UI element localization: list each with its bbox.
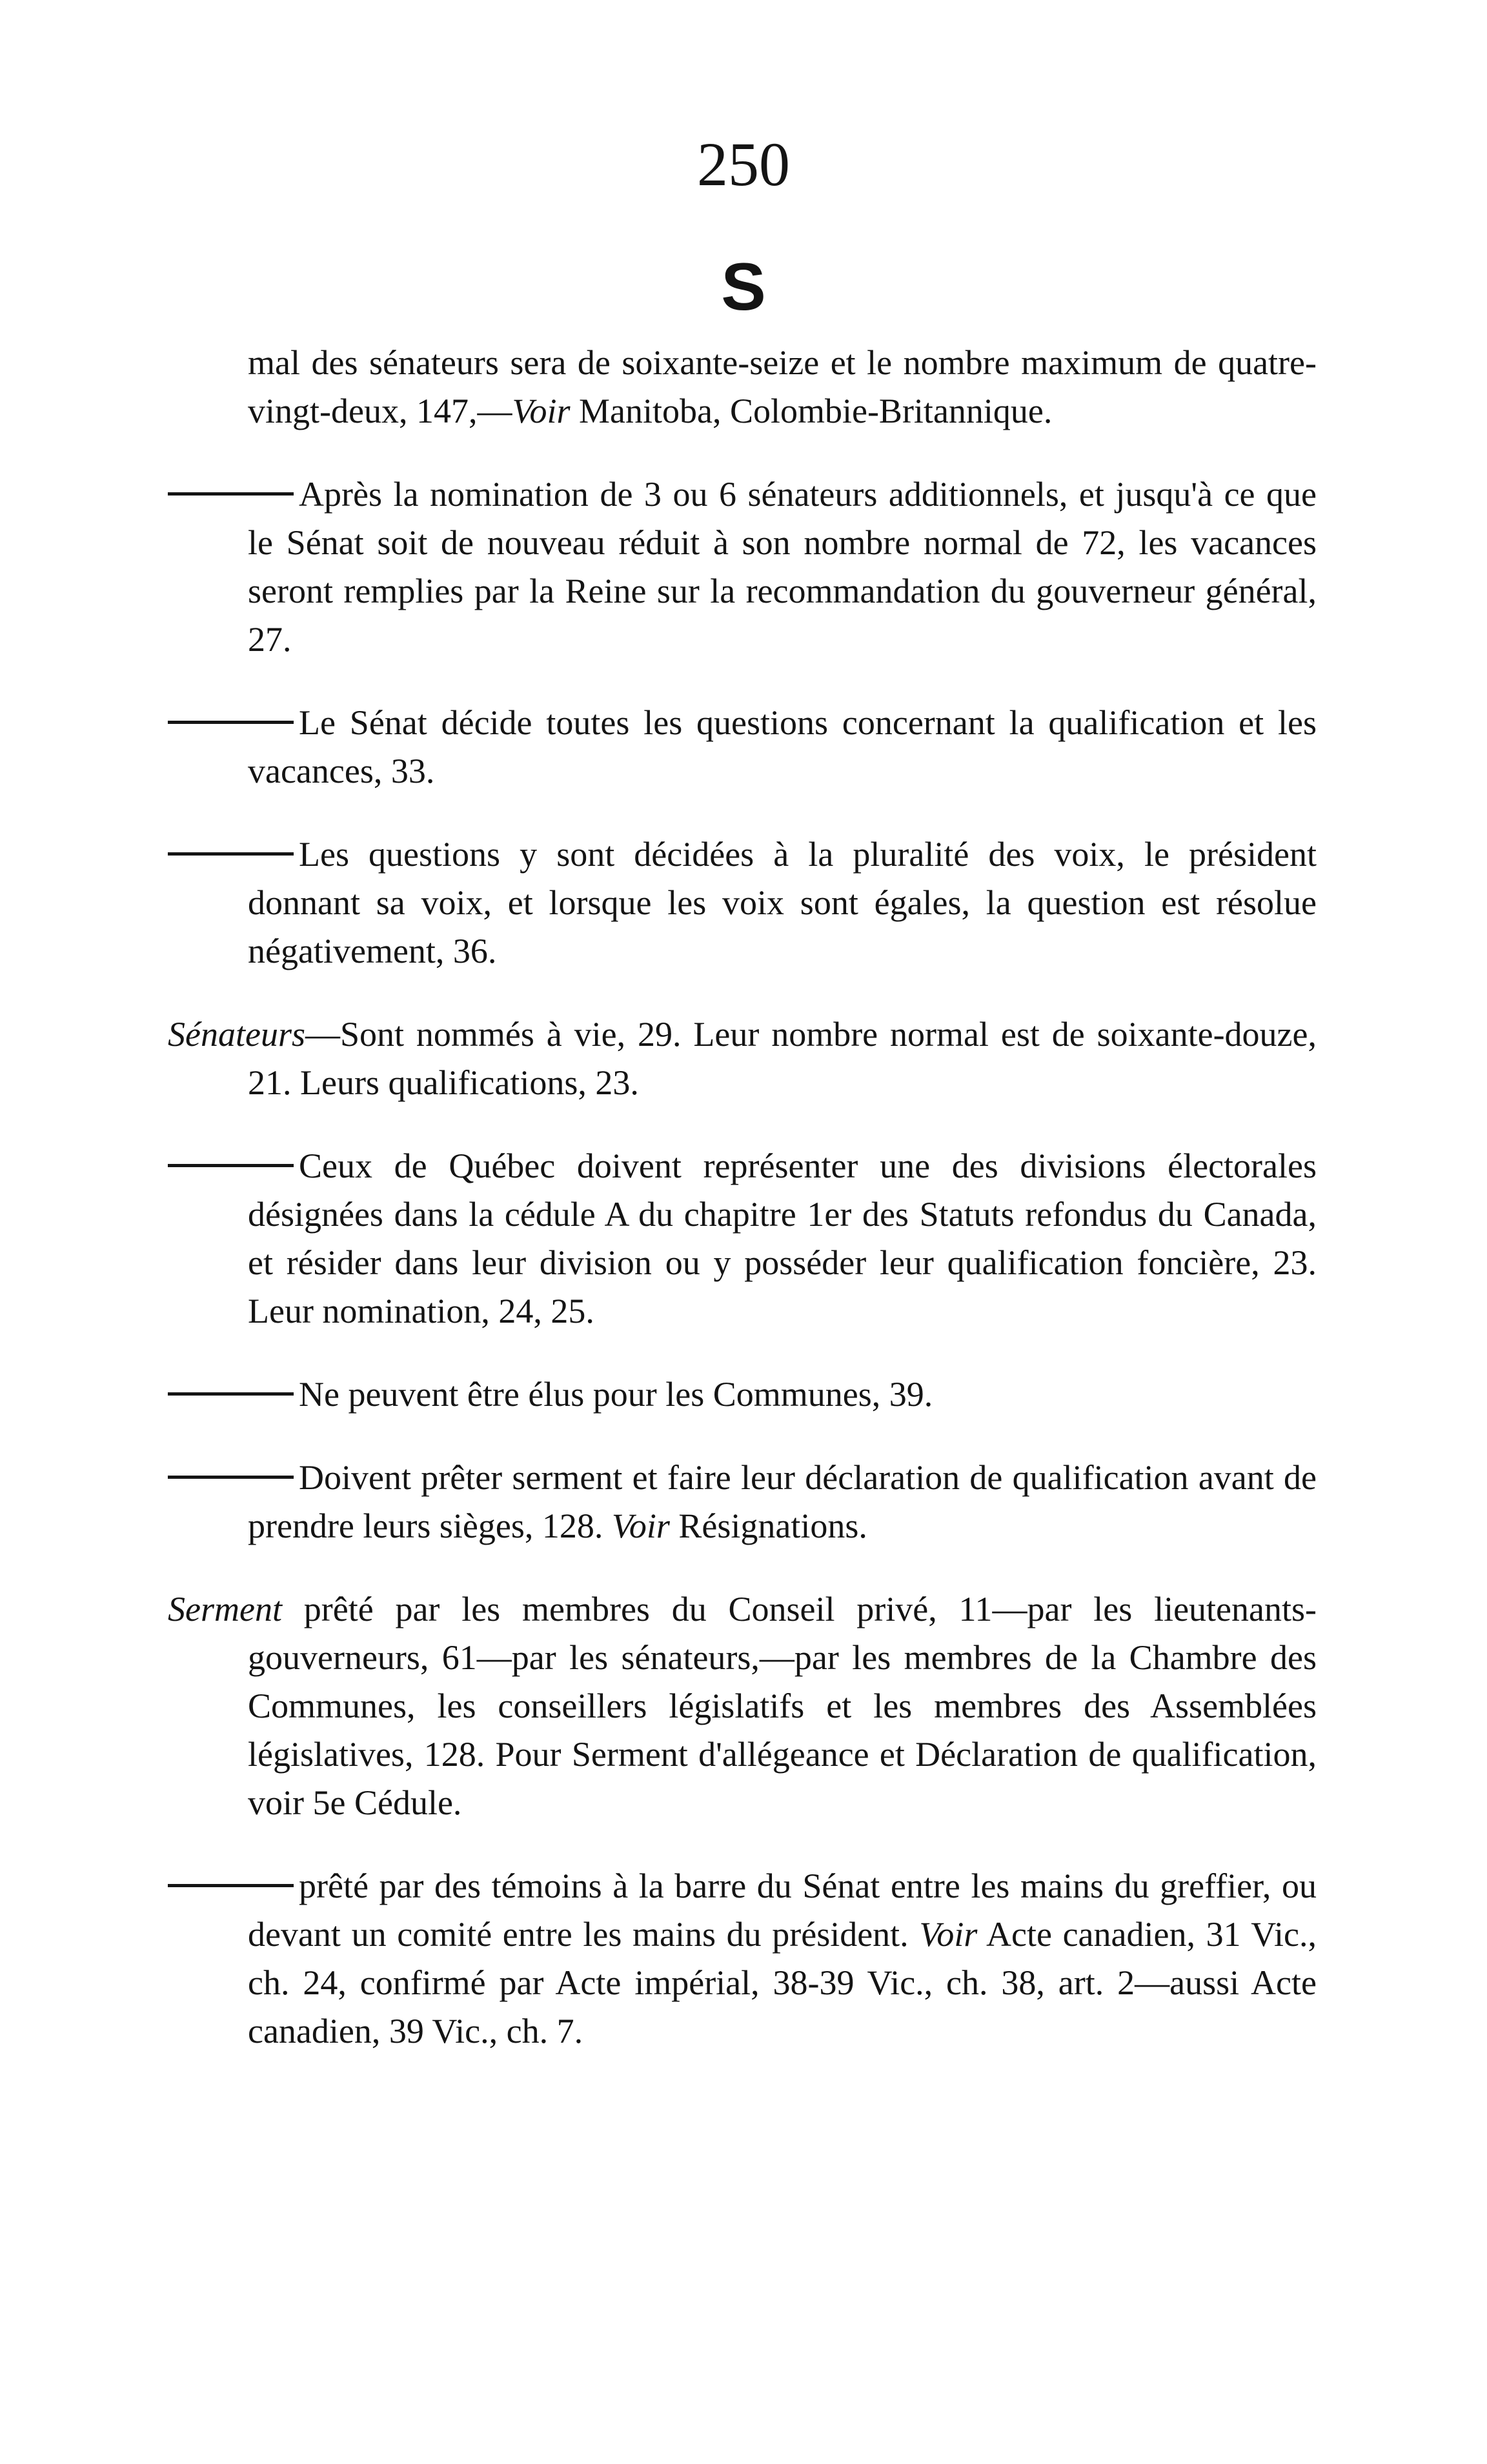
entry-heading: Sénateurs bbox=[168, 1015, 305, 1054]
section-letter: S bbox=[721, 250, 766, 325]
entry-heading: Serment bbox=[168, 1590, 282, 1628]
index-entry-senateurs bbox=[168, 1010, 1317, 1107]
index-entry-serment bbox=[168, 1585, 1317, 1827]
index-subentry bbox=[168, 830, 1317, 976]
entry-text: prêté par les membres du Conseil privé, 11—par les lieutenants-gouverneurs, 61—par les sénateurs,—par les membres de la Chambre des Communes, les conseillers législatifs et les membres des Assemblées législatives, 128. Pour Serment d'allégeance et Déclaration de qualification, voir 5e Cédule. bbox=[248, 1590, 1317, 1822]
entry-text-after: Manitoba, Colombie-Britannique. bbox=[570, 392, 1053, 430]
entry-text: Doivent prêter serment et faire leur déclaration de qualification avant de prendre leurs sièges, 128. bbox=[248, 1458, 1317, 1545]
ditto-dash bbox=[168, 492, 294, 496]
index-subentry bbox=[168, 1142, 1317, 1336]
index-subentry bbox=[168, 1370, 1317, 1419]
index-subentry bbox=[168, 1862, 1317, 2056]
entry-text: Le Sénat décide toutes les questions concernant la qualification et les vacances, 33. bbox=[248, 703, 1317, 790]
entry-text-after: Acte canadien, 31 Vic., ch. 24, confirmé par Acte impérial, 38-39 Vic., ch. 38, art. 2—aussi Acte canadien, 39 Vic., ch. 7. bbox=[248, 1915, 1317, 2050]
see-reference: Voir bbox=[919, 1915, 978, 1954]
see-reference: Voir bbox=[512, 392, 571, 430]
ditto-dash bbox=[168, 1164, 294, 1167]
entry-text: prêté par des témoins à la barre du Sénat entre les mains du greffier, ou devant un comité entre les mains du président. bbox=[248, 1867, 1317, 1954]
page-number: 250 bbox=[697, 130, 790, 199]
entry-text: Ne peuvent être élus pour les Communes, 39. bbox=[299, 1375, 933, 1414]
entry-text: Les questions y sont décidées à la pluralité des voix, le président donnant sa voix, et lorsque les voix sont égales, la question est résolue négativement, 36. bbox=[248, 835, 1317, 970]
ditto-dash bbox=[168, 1476, 294, 1479]
entry-text-after: Résignations. bbox=[669, 1507, 867, 1545]
ditto-dash bbox=[168, 852, 294, 856]
entry-text: —Sont nommés à vie, 29. Leur nombre normal est de soixante-douze, 21. Leurs qualifications, 23. bbox=[248, 1015, 1317, 1102]
ditto-dash bbox=[168, 1884, 294, 1887]
index-subentry bbox=[168, 470, 1317, 664]
see-reference: Voir bbox=[611, 1507, 670, 1545]
ditto-dash bbox=[168, 721, 294, 724]
index-entries bbox=[168, 339, 1317, 2090]
ditto-dash bbox=[168, 1392, 294, 1396]
index-entry-continuation bbox=[168, 339, 1317, 436]
index-subentry bbox=[168, 1454, 1317, 1550]
index-subentry bbox=[168, 699, 1317, 796]
entry-text: Ceux de Québec doivent représenter une des divisions électorales désignées dans la cédule A du chapitre 1er des Statuts refondus du Canada, et résider dans leur division ou y posséder leur qualification foncière, 23. Leur nomination, 24, 25. bbox=[248, 1147, 1317, 1330]
entry-text: Après la nomination de 3 ou 6 sénateurs additionnels, et jusqu'à ce que le Sénat soit de nouveau réduit à son nombre normal de 72, les vacances seront remplies par la Reine sur la recommandation du gouverneur général, 27. bbox=[248, 475, 1317, 659]
entry-text: mal des sénateurs sera de soixante-seize et le nombre maximum de quatre-vingt-deux, 147,— bbox=[248, 343, 1317, 430]
